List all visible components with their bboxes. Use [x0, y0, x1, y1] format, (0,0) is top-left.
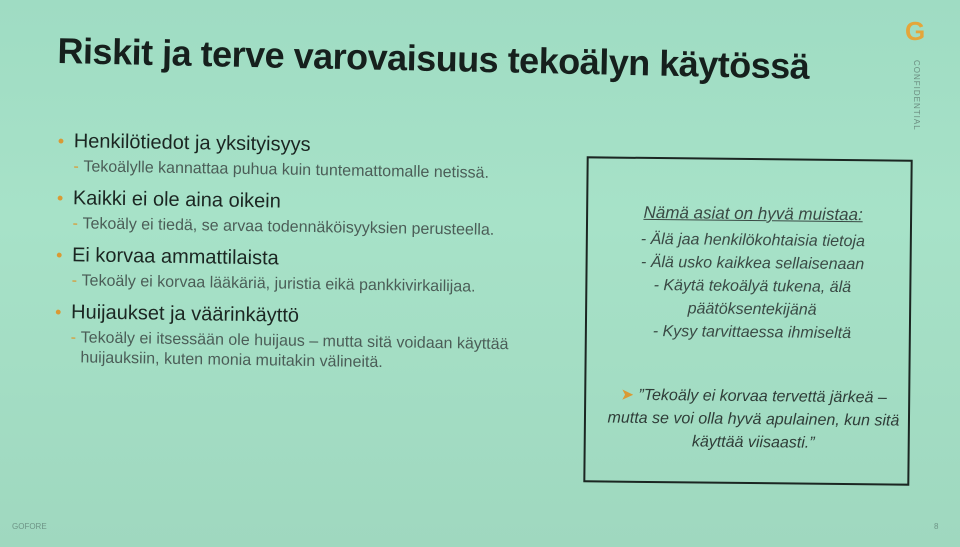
bullet-heading: Henkilötiedot ja yksityisyys	[73, 130, 311, 156]
bullet-heading: Ei korvaa ammattilaista	[71, 244, 279, 270]
reminder-heading: Nämä asiat on hyvä muistaa:	[643, 202, 863, 225]
bullet-item	[54, 301, 555, 376]
slide-title: Riskit ja terve varovaisuus tekoälyn käytössä	[57, 30, 810, 87]
quote-text: ”Tekoäly ei korvaa tervettä järkeä – mutta se voi olla hyvä apulainen, kun sitä käyttää viisaasti.”	[607, 386, 900, 452]
reminder-item: - Kysy tarvittaessa ihmiseltä	[652, 323, 852, 343]
dash-icon: -	[71, 272, 78, 290]
bullet-subtext: Tekoäly ei tiedä, se arvaa todennäköisyyksien perusteella.	[82, 215, 495, 239]
bullet-heading: Kaikki ei ole aina oikein	[72, 187, 281, 213]
bullet-subtext: Tekoälylle kannattaa puhua kuin tuntemattomalle netissä.	[83, 158, 490, 182]
bullet-heading: Huijaukset ja väärinkäyttö	[70, 301, 300, 327]
footer-brand: GOFORE	[12, 522, 47, 531]
bullet-dot-icon: •	[54, 301, 62, 323]
bullet-item	[56, 187, 557, 242]
bullet-subtext: Tekoäly ei korvaa lääkäriä, juristia eikä pankkivirkailijaa.	[81, 272, 476, 296]
dash-icon: -	[73, 158, 79, 176]
reminder-item: - Älä usko kaikkea sellaisenaan	[640, 253, 865, 274]
reminder-quote	[606, 384, 902, 456]
page-number: 8	[934, 522, 939, 531]
confidential-label: CONFIDENTIAL	[912, 60, 921, 131]
bullet-item	[57, 130, 558, 185]
reminder-item: - Älä jaa henkilökohtaisia tietoja	[640, 230, 865, 251]
bullet-subtext: Tekoäly ei itsessään ole huijaus – mutta sitä voidaan käyttää huijauksiin, kuten monia muitakin välineitä.	[80, 329, 509, 372]
bullet-dot-icon: •	[57, 130, 65, 152]
bullet-item	[55, 244, 556, 299]
logo-icon: G	[905, 16, 926, 46]
bullet-dot-icon: •	[56, 187, 64, 209]
reminder-item: - Käytä tekoälyä tukena, älä päätöksentekijänä	[653, 277, 852, 319]
bullet-dot-icon: •	[55, 244, 63, 266]
dash-icon: -	[72, 215, 78, 233]
reminder-box	[583, 156, 912, 485]
arrow-icon: ➤	[620, 386, 635, 404]
bullet-list	[54, 130, 558, 386]
dash-icon: -	[70, 329, 77, 347]
